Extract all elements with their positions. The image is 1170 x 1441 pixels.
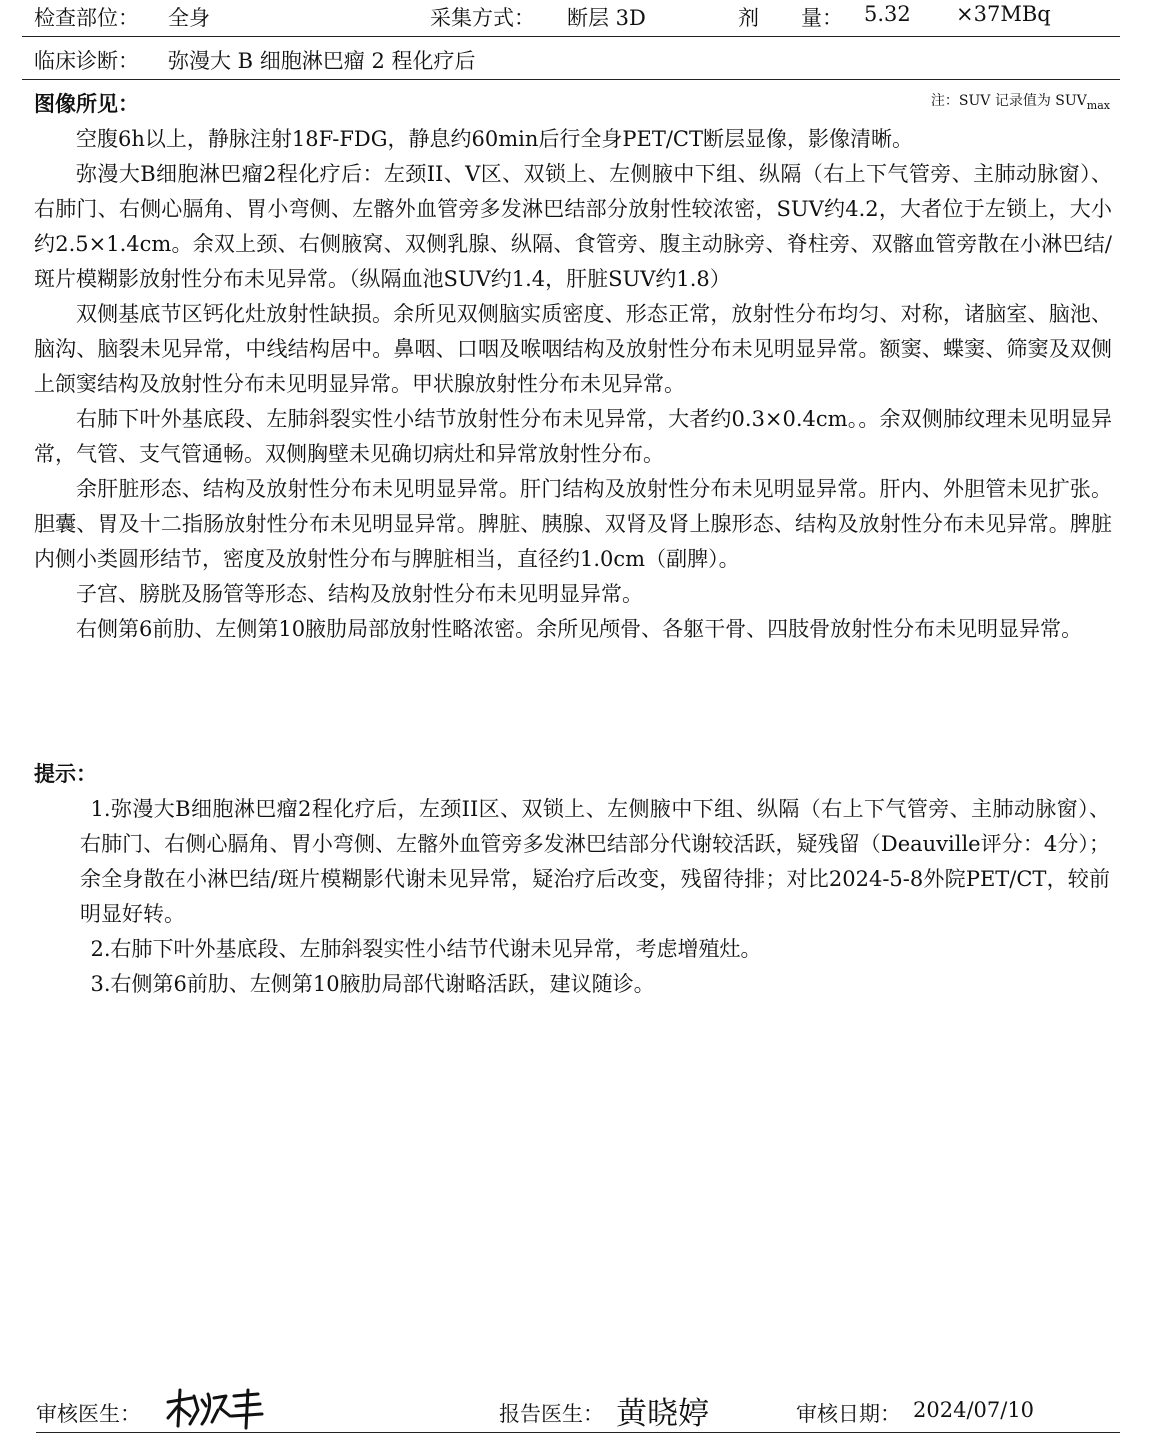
diagnosis-row — [22, 37, 1120, 80]
findings-title: 图像所见： — [34, 92, 139, 116]
suv-note-text: 注：SUV 记录值为 SUV — [930, 93, 1087, 109]
findings-paragraph: 双侧基底节区钙化灶放射性缺损。余所见双侧脑实质密度、形态正常，放射性分布均匀、对称，诸脑室、脑池、脑沟、脑裂未见异常，中线结构居中。鼻咽、口咽及喉咽结构及放射性分布未见明显异常。额窦、蝶窦、筛窦及双侧上颌窦结构及放射性分布未见明显异常。甲状腺放射性分布未见异常。 — [34, 302, 1112, 396]
findings-paragraph: 右侧第6前肋、左侧第10腋肋局部放射性略浓密。余所见颅骨、各躯干骨、四肢骨放射性分布未见明显异常。 — [76, 617, 1083, 641]
exam-info-row — [22, 0, 1120, 37]
acquisition-label: 采集方式： — [430, 6, 535, 30]
diagnosis-value: 弥漫大 B 细胞淋巴瘤 2 程化疗后 — [168, 49, 476, 73]
findings-body — [34, 122, 1112, 647]
dose-label: 剂 量： — [738, 6, 843, 30]
review-date-value: 2024/07/10 — [913, 1398, 1035, 1422]
signature-footer — [36, 1384, 1120, 1433]
findings-paragraph: 余肝脏形态、结构及放射性分布未见明显异常。肝门结构及放射性分布未见明显异常。肝内、外胆管未见扩张。胆囊、胃及十二指肠放射性分布未见明显异常。脾脏、胰腺、双肾及肾上腺形态、结构及放射性分布未见异常。脾脏内侧小类圆形结节，密度及放射性分布与脾脏相当，直径约1.0cm（副脾）。 — [34, 477, 1112, 571]
reporter-name: 黄晓婷 — [616, 1396, 709, 1432]
hint-item: 2.右肺下叶外基底段、左肺斜裂实性小结节代谢未见异常，考虑增殖灶。 — [90, 937, 762, 961]
reviewer-signature-image — [162, 1386, 274, 1430]
exam-site-value: 全身 — [168, 6, 210, 30]
hint-item: 1.弥漫大B细胞淋巴瘤2程化疗后，左颈II区、双锁上、左侧腋中下组、纵隔（右上下气管旁、主肺动脉窗）、右肺门、右侧心膈角、胃小弯侧、左髂外血管旁多发淋巴结部分代谢较活跃，疑残留（Deauville评分：4分）；余全身散在小淋巴结/斑片模糊影代谢未见异常，疑治疗后改变，残留待排；对比2024-5-8外院PET/CT，较前明显好转。 — [80, 797, 1110, 926]
reviewer-label: 审核医生： — [36, 1402, 141, 1426]
findings-paragraph: 右肺下叶外基底段、左肺斜裂实性小结节放射性分布未见异常，大者约0.3×0.4cm。。余双侧肺纹理未见明显异常，气管、支气管通畅。双侧胸壁未见确切病灶和异常放射性分布。 — [34, 407, 1112, 466]
hints-title: 提示： — [34, 762, 97, 786]
reporter-label: 报告医生： — [499, 1402, 604, 1426]
suv-note-subscript: max — [1086, 98, 1110, 112]
findings-paragraph: 空腹6h以上，静脉注射18F-FDG，静息约60min后行全身PET/CT断层显像，影像清晰。 — [76, 127, 914, 151]
diagnosis-label: 临床诊断： — [34, 49, 139, 73]
hints-body — [80, 792, 1110, 1002]
hint-item: 3.右侧第6前肋、左侧第10腋肋局部代谢略活跃，建议随诊。 — [90, 972, 655, 996]
acquisition-value: 断层 3D — [567, 6, 646, 30]
suv-note — [931, 90, 1110, 112]
findings-paragraph: 子宫、膀胱及肠管等形态、结构及放射性分布未见明显异常。 — [76, 582, 643, 606]
exam-site-label: 检查部位： — [34, 6, 139, 30]
dose-unit: ×37MBq — [956, 2, 1051, 26]
dose-value: 5.32 — [864, 2, 911, 26]
findings-paragraph: 弥漫大B细胞淋巴瘤2程化疗后：左颈II、V区、双锁上、左侧腋中下组、纵隔（右上下气管旁、主肺动脉窗）、右肺门、右侧心膈角、胃小弯侧、左髂外血管旁多发淋巴结部分放射性较浓密，SUV约4.2，大者位于左锁上，大小约2.5×1.4cm。余双上颈、右侧腋窝、双侧乳腺、纵隔、食管旁、腹主动脉旁、脊柱旁、双髂血管旁散在小淋巴结/斑片模糊影放射性分布未见异常。（纵隔血池SUV约1.4，肝脏SUV约1.8） — [34, 162, 1112, 291]
review-date-label: 审核日期： — [796, 1402, 901, 1426]
